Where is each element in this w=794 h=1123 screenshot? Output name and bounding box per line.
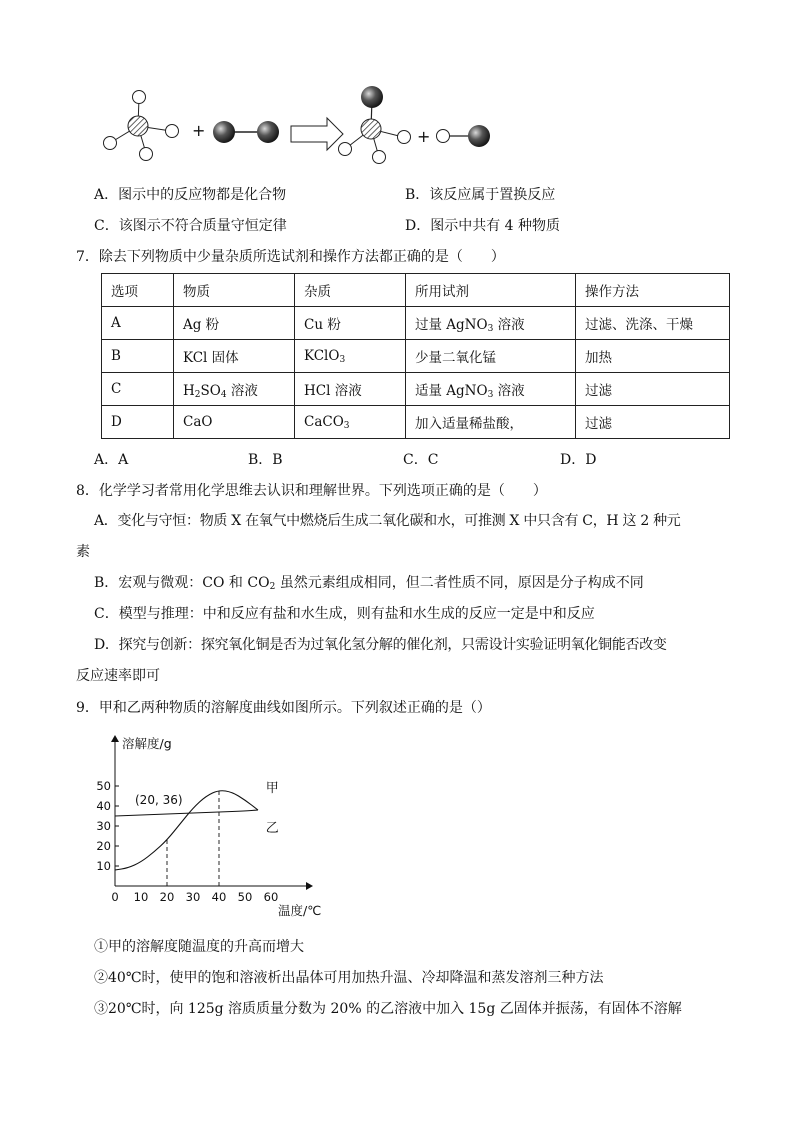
cell-reagent: 少量二氧化锰 [406,340,576,373]
methane-like-molecule [104,91,179,161]
cell-reagent: 适量 AgNO$_3$ 溶液 [406,373,576,406]
cell-method: 加热 [576,340,730,373]
cell-reagent: 过量 AgNO$_3$ 溶液 [406,307,576,340]
y-tick-label: 20 [96,839,111,853]
q6-option-b: B．该反应属于置换反应 [405,187,556,203]
cell-option: A [102,307,174,340]
cell-method: 过滤 [576,406,730,439]
table-row [102,373,730,406]
point-annotation: (20, 36) [135,793,183,807]
q6-option-a: A．图示中的反应物都是化合物 [94,187,287,203]
x-tick-label: 40 [211,890,227,904]
cell-method: 过滤 [576,373,730,406]
cell-option: B [102,340,174,373]
q6-option-d: D．图示中共有 4 种物质 [405,218,561,234]
y-tick-label: 10 [96,859,111,873]
header-reagent: 所用试剂 [406,274,576,307]
series-line-乙 [115,810,258,816]
diatomic-molecule [213,121,279,143]
q7-choice-b: B．B [248,452,283,468]
header-impurity: 杂质 [295,274,406,307]
q7-choice-a: A．A [94,452,129,468]
cell-substance: CaO [174,406,295,439]
q9-statement-1: ①甲的溶解度随温度的升高而增大 [94,939,304,955]
hydride-molecule [437,125,491,147]
header-option: 选项 [102,274,174,307]
cell-substance: Ag 粉 [174,307,295,340]
cell-substance: $H_2SO_4$ 溶液 [174,373,295,406]
q8-option-d-line2: 反应速率即可 [76,668,160,684]
y-tick-label: 50 [96,779,111,793]
table-row [102,406,730,439]
q8-option-b: B．宏观与微观：CO 和 $CO_2$ 虽然元素组成相同，但二者性质不同，原因是分子构成不同 [94,575,644,592]
q8-option-a-line1: A．变化与守恒：物质 X 在氧气中燃烧后生成二氧化碳和水，可推测 X 中只含有 C，H 这 2 种元 [94,513,681,529]
x-tick-label: 30 [185,890,201,904]
table-header-row [102,274,730,307]
x-axis-label: 温度/℃ [278,903,322,918]
x-tick-label: 10 [133,890,149,904]
q7-choice-c: C．C [403,452,439,468]
q7-table [101,273,730,439]
x-tick-label: 20 [159,890,175,904]
y-tick-label: 40 [96,799,111,813]
q6-option-c: C．该图示不符合质量守恒定律 [94,218,287,234]
q8-option-d-line1: D．探究与创新：探究氧化铜是否为过氧化氢分解的催化剂，只需设计实验证明氧化铜能否改变 [94,637,667,653]
table-row [102,340,730,373]
cell-impurity: CaCO$_3$ [295,406,406,439]
q8-option-c: C．模型与推理：中和反应有盐和水生成，则有盐和水生成的反应一定是中和反应 [94,606,595,622]
series-label-yi: 乙 [265,821,279,836]
reaction-arrow-icon [291,118,343,150]
cell-option: D [102,406,174,439]
x-tick-label: 60 [263,890,279,904]
q8-stem: 8．化学学习者常用化学思维去认识和理解世界。下列选项正确的是（ ） [76,483,547,499]
table-row [102,307,730,340]
q9-statement-3: ③20℃时，向 125g 溶质质量分数为 20% 的乙溶液中加入 15g 乙固体并振荡，有固体不溶解 [94,1001,682,1017]
y-tick-label: 30 [96,819,111,833]
cell-reagent: 加入适量稀盐酸， [406,406,576,439]
cell-impurity: Cu 粉 [295,307,406,340]
header-method: 操作方法 [576,274,730,307]
cell-method: 过滤、洗涤、干燥 [576,307,730,340]
cell-impurity: HCl 溶液 [295,373,406,406]
reaction-diagram [95,82,515,164]
header-substance: 物质 [174,274,295,307]
cell-impurity: KClO$_3$ [295,340,406,373]
substituted-molecule [339,86,411,164]
series-label-jia: 甲 [265,781,279,796]
q9-statement-2: ②40℃时，使甲的饱和溶液析出晶体可用加热升温、冷却降温和蒸发溶剂三种方法 [94,970,604,986]
svg-text:+: + [192,121,206,140]
q9-stem: 9．甲和乙两种物质的溶解度曲线如图所示。下列叙述正确的是（） [76,700,491,716]
y-axis-label: 溶解度/g [122,736,172,751]
cell-option: C [102,373,174,406]
x-tick-label: 0 [111,890,119,904]
x-tick-label: 50 [237,890,253,904]
cell-substance: KCl 固体 [174,340,295,373]
q8-option-a-line2: 素 [76,544,90,560]
solubility-chart [90,728,340,923]
q7-stem: 7．除去下列物质中少量杂质所选试剂和操作方法都正确的是（ ） [76,249,505,265]
q7-choice-d: D．D [560,452,597,468]
svg-text:+: + [417,127,431,146]
